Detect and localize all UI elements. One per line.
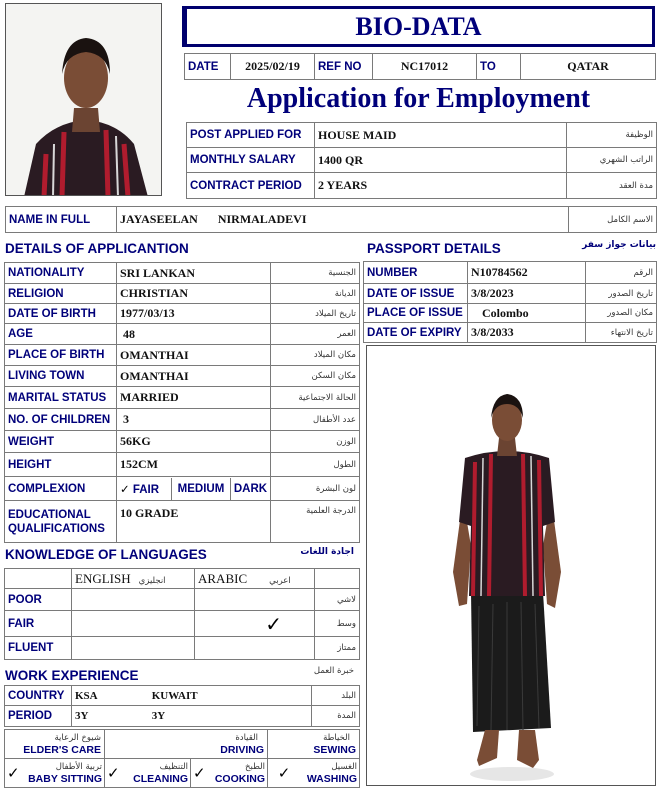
- lang-fluent-arabic: [195, 637, 315, 660]
- check-icon: ✓: [277, 764, 291, 782]
- passport-section-title: PASSPORT DETAILS: [367, 241, 501, 256]
- passport-issue-place-label: PLACE OF ISSUE: [364, 304, 468, 323]
- dob-value: 1977/03/13: [117, 304, 271, 324]
- salary-label: MONTHLY SALARY: [187, 148, 315, 173]
- weight-label-ar: الوزن: [271, 431, 360, 453]
- post-table: [186, 122, 657, 199]
- date-label: DATE: [185, 54, 231, 80]
- languages-table: [4, 568, 360, 660]
- lang-fair-english: [72, 611, 195, 637]
- complexion-label: COMPLEXION: [5, 477, 117, 501]
- complexion-fair: ✓ FAIR: [120, 481, 160, 496]
- languages-corner-right: [315, 569, 360, 589]
- passport-issue-date-label-ar: تاريخ الصدور: [586, 284, 657, 304]
- contract-value: 2 YEARS: [315, 173, 567, 199]
- complexion-label-ar: لون البشرة: [271, 477, 360, 501]
- lang-arabic-header: ARABIC اعربي: [195, 569, 315, 589]
- skill-washing: ✓ الغسيل WASHING: [268, 759, 360, 788]
- education-label: EDUCATIONAL QUALIFICATIONS: [5, 501, 117, 543]
- skill-elders-care: شيوخ الرعاية ELDER'S CARE: [5, 730, 105, 759]
- complexion-options: [117, 477, 271, 501]
- education-value: 10 GRADE: [117, 501, 271, 543]
- languages-corner: [5, 569, 72, 589]
- languages-section-title: KNOWLEDGE OF LANGUAGES: [5, 547, 207, 562]
- passport-number-label-ar: الرقم: [586, 262, 657, 284]
- name-label-ar: الاسم الكامل: [569, 207, 657, 233]
- skill-cleaning: ✓ التنظيف CLEANING: [105, 759, 191, 788]
- marital-label: MARITAL STATUS: [5, 387, 117, 409]
- work-periods: [72, 706, 312, 727]
- pob-value: OMANTHAI: [117, 345, 271, 366]
- passport-expiry-label-ar: تاريخ الانتهاء: [586, 323, 657, 343]
- living-town-label-ar: مكان السكن: [271, 366, 360, 387]
- passport-table: [363, 261, 657, 343]
- lang-english-header: ENGLISH انجليزي: [72, 569, 195, 589]
- skill-driving: القيادة DRIVING: [105, 730, 268, 759]
- lang-poor-label-ar: لاشي: [315, 589, 360, 611]
- lang-fluent-label-ar: ممتاز: [315, 637, 360, 660]
- date-value: 2025/02/19: [231, 54, 315, 80]
- passport-issue-place-value: Colombo: [468, 304, 586, 323]
- details-section-title: DETAILS OF APPLICANTION: [5, 241, 189, 256]
- age-label: AGE: [5, 324, 117, 345]
- work-country-label-ar: البلد: [312, 686, 360, 706]
- height-value: 152CM: [117, 453, 271, 477]
- passport-section-title-ar: بيانات جواز سفر: [582, 240, 656, 250]
- lang-poor-arabic: [195, 589, 315, 611]
- work-period-label-ar: المدة: [312, 706, 360, 727]
- lang-poor-label: POOR: [5, 589, 72, 611]
- check-icon: ✓: [265, 611, 282, 636]
- religion-value: CHRISTIAN: [117, 284, 271, 304]
- name-label: NAME IN FULL: [6, 207, 117, 233]
- skills-bottom-table: [4, 758, 360, 788]
- dob-label-ar: تاريخ الميلاد: [271, 304, 360, 324]
- ref-value: NC17012: [373, 54, 477, 80]
- work-country-label: COUNTRY: [5, 686, 72, 706]
- bio-data-title: BIO-DATA: [355, 12, 482, 41]
- lang-poor-english: [72, 589, 195, 611]
- work-period-2: 3Y: [151, 710, 166, 722]
- ref-label: REF NO: [315, 54, 373, 80]
- pob-label-ar: مكان الميلاد: [271, 345, 360, 366]
- weight-value: 56KG: [117, 431, 271, 453]
- work-period-label: PERIOD: [5, 706, 72, 727]
- pob-label: PLACE OF BIRTH: [5, 345, 117, 366]
- full-body-photo-image: [367, 346, 656, 786]
- lang-fair-arabic: [195, 611, 315, 637]
- complexion-medium: MEDIUM: [171, 478, 231, 500]
- check-icon: ✓: [107, 764, 120, 782]
- age-label-ar: العمر: [271, 324, 360, 345]
- to-value: QATAR: [521, 54, 656, 80]
- languages-section-title-ar: اجادة اللغات: [300, 547, 354, 557]
- lang-fair-label: FAIR: [5, 611, 72, 637]
- skills-top-table: [4, 729, 360, 759]
- dob-label: DATE OF BIRTH: [5, 304, 117, 324]
- work-section-title-ar: خبرة العمل: [313, 666, 354, 676]
- passport-number-label: NUMBER: [364, 262, 468, 284]
- passport-issue-place-label-ar: مكان الصدور: [586, 304, 657, 323]
- children-value: 3: [117, 409, 271, 431]
- work-country-1: KSA: [75, 689, 98, 702]
- nationality-value: SRI LANKAN: [117, 263, 271, 284]
- lang-fluent-english: [72, 637, 195, 660]
- post-label-ar: الوظيفة: [567, 123, 657, 148]
- name-table: [5, 206, 657, 233]
- height-label: HEIGHT: [5, 453, 117, 477]
- living-town-label: LIVING TOWN: [5, 366, 117, 387]
- contract-label: CONTRACT PERIOD: [187, 173, 315, 199]
- name-last: NIRMALADEVI: [217, 212, 307, 226]
- height-label-ar: الطول: [271, 453, 360, 477]
- age-value: 48: [117, 324, 271, 345]
- living-town-value: OMANTHAI: [117, 366, 271, 387]
- post-value: HOUSE MAID: [315, 123, 567, 148]
- skill-cooking: ✓ الطبخ COOKING: [191, 759, 268, 788]
- portrait-photo-image: [6, 4, 162, 196]
- to-label: TO: [477, 54, 521, 80]
- work-countries: [72, 686, 312, 706]
- salary-label-ar: الراتب الشهري: [567, 148, 657, 173]
- post-label: POST APPLIED FOR: [187, 123, 315, 148]
- salary-value: 1400 QR: [315, 148, 567, 173]
- work-table: [4, 685, 360, 727]
- work-country-2: KUWAIT: [151, 689, 198, 702]
- complexion-dark: DARK: [233, 482, 268, 495]
- full-body-photo: [366, 345, 656, 786]
- check-icon: ✓: [120, 481, 130, 496]
- religion-label: RELIGION: [5, 284, 117, 304]
- portrait-photo: [5, 3, 162, 196]
- work-section-title: WORK EXPERIENCE: [5, 668, 139, 683]
- passport-expiry-label: DATE OF EXPIRY: [364, 323, 468, 343]
- check-icon: ✓: [193, 764, 206, 782]
- contract-label-ar: مدة العقد: [567, 173, 657, 199]
- marital-label-ar: الحالة الاجتماعية: [271, 387, 360, 409]
- name-first: JAYASEELAN: [120, 212, 198, 226]
- religion-label-ar: الديانة: [271, 284, 360, 304]
- lang-fair-label-ar: وسط: [315, 611, 360, 637]
- children-label: NO. OF CHILDREN: [5, 409, 117, 431]
- header-info-table: [184, 53, 656, 80]
- skill-sewing: الخياطة SEWING: [268, 730, 360, 759]
- check-icon: ✓: [7, 764, 20, 782]
- nationality-label: NATIONALITY: [5, 263, 117, 284]
- lang-fluent-label: FLUENT: [5, 637, 72, 660]
- passport-number-value: N10784562: [468, 262, 586, 284]
- passport-issue-date-label: DATE OF ISSUE: [364, 284, 468, 304]
- marital-value: MARRIED: [117, 387, 271, 409]
- children-label-ar: عدد الأطفال: [271, 409, 360, 431]
- skill-baby-sitting: ✓ تربية الأطفال BABY SITTING: [5, 759, 105, 788]
- weight-label: WEIGHT: [5, 431, 117, 453]
- passport-issue-date-value: 3/8/2023: [468, 284, 586, 304]
- education-label-ar: الدرجة العلمية: [271, 501, 360, 543]
- work-period-1: 3Y: [75, 710, 89, 722]
- passport-expiry-value: 3/8/2033: [468, 323, 586, 343]
- nationality-label-ar: الجنسية: [271, 263, 360, 284]
- name-value: [117, 207, 569, 233]
- application-subtitle: Application for Employment: [246, 83, 591, 114]
- details-table: [4, 262, 360, 543]
